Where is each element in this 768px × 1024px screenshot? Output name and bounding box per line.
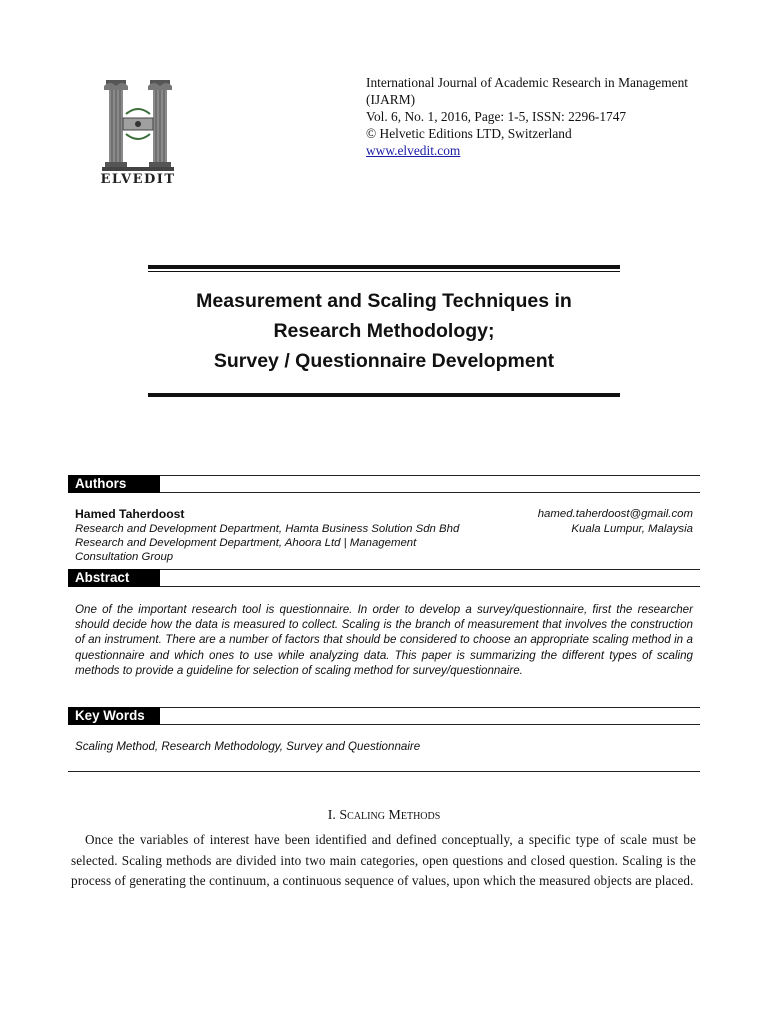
- author-location: Kuala Lumpur, Malaysia: [571, 522, 693, 535]
- keywords-heading: Key Words: [68, 707, 160, 725]
- title-line-2: Research Methodology;: [273, 320, 495, 342]
- elvedit-logo: [100, 74, 176, 190]
- title-line-3: Survey / Questionnaire Development: [213, 350, 555, 372]
- section-heading: [0, 808, 768, 824]
- keywords-header: [68, 707, 700, 725]
- abstract-heading: Abstract: [68, 569, 160, 587]
- logo-label: ELVEDIT: [100, 172, 176, 187]
- title-rule-bottom: [148, 393, 620, 397]
- author-affiliation: [75, 522, 475, 564]
- journal-name: International Journal of Academic Research in Management: [366, 75, 688, 90]
- journal-publisher: © Helvetic Editions LTD, Switzerland: [366, 126, 572, 141]
- journal-volume: Vol. 6, No. 1, 2016, Page: 1-5, ISSN: 2296-1747: [366, 109, 627, 124]
- author-email[interactable]: hamed.taherdoost@gmail.com: [537, 508, 693, 520]
- journal-abbrev: (IJARM): [366, 92, 416, 107]
- authors-header: [68, 475, 700, 493]
- keywords-text: Scaling Method, Research Methodology, Survey and Questionnaire: [75, 740, 421, 753]
- keywords-rule: [68, 771, 700, 772]
- title-rule-top-thin: [148, 271, 620, 272]
- abstract-header: [68, 569, 700, 587]
- author-contact: [538, 507, 693, 536]
- journal-website-link[interactable]: www.elvedit.com: [366, 143, 461, 158]
- affiliation-line-3: Consultation Group: [75, 551, 174, 563]
- abstract-text: One of the important research tool is questionnaire. In order to develop a survey/questionnaire, first the researcher should decide how the data is measured to collect. Scaling is the branch of measurement that involves the construction of an instrument. There are a number of factors that should be considered to choose an appropriate scaling method in a questionnaire and which ones to use while analyzing data. This paper is summarizing the different types of scaling methods to provide a guideline for selection of scaling method for survey/questionnaire.: [75, 603, 693, 677]
- section-number: I.: [327, 808, 336, 823]
- paper-title: [120, 286, 648, 376]
- title-line-1: Measurement and Scaling Techniques in: [196, 290, 572, 312]
- journal-info: [366, 74, 726, 159]
- affiliation-line-1: Research and Development Department, Hamta Business Solution Sdn Bhd: [75, 523, 460, 535]
- section-title: Scaling Methods: [339, 808, 441, 823]
- author-name: Hamed Taherdoost: [75, 507, 185, 521]
- affiliation-line-2: Research and Development Department, Ahoora Ltd | Management: [75, 537, 417, 549]
- title-rule-top: [148, 265, 620, 269]
- authors-heading: Authors: [68, 475, 160, 493]
- paragraph-text: Once the variables of interest have been identified and defined conceptually, a specific type of scale must be selected. Scaling methods are divided into two main categories, open questions and closed question. Scaling is the process of generating the continuum, a continuous sequence of values, upon which the measured objects are placed.: [71, 832, 696, 888]
- section-paragraph: [71, 830, 696, 892]
